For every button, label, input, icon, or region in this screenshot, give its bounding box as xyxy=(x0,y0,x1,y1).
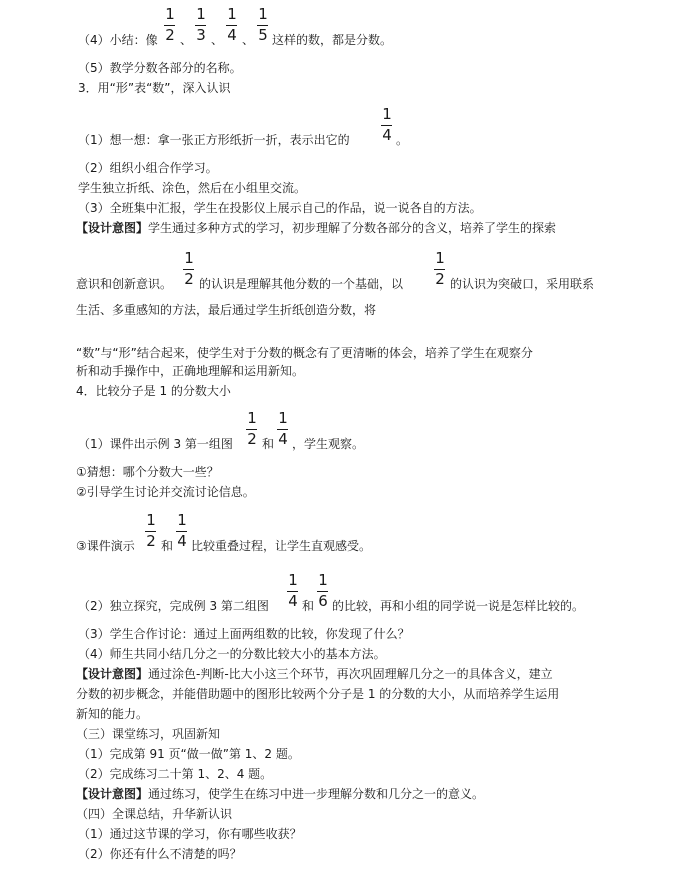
numerator: 1 xyxy=(184,249,194,267)
denominator: 3 xyxy=(196,26,206,44)
denominator: 6 xyxy=(318,592,328,610)
paragraph-line: ，学生观察。 xyxy=(292,437,365,451)
paragraph-line: 通过练习，使学生在练习中进一步理解分数和几分之一的意义。 xyxy=(148,787,485,801)
paragraph-line: ③课件演示 xyxy=(76,539,135,553)
paragraph-line: （4）师生共同小结几分之一的分数比较大小的基本方法。 xyxy=(78,647,386,661)
separator: 、 xyxy=(180,33,193,47)
paragraph-line: ①猜想：哪个分数大一些？ xyxy=(76,465,219,479)
paragraph-line: （5）教学分数各部分的名称。 xyxy=(78,61,242,75)
paragraph-line: 意识和创新意识。 xyxy=(76,277,173,291)
design-intent-tag: 【设计意图】 xyxy=(76,787,149,801)
design-intent-tag: 【设计意图】 xyxy=(76,221,149,235)
paragraph-line: 。 xyxy=(396,133,409,147)
paragraph-line: （2）完成练习二十第 1、2、4 题。 xyxy=(78,767,273,781)
denominator: 2 xyxy=(247,430,257,448)
paragraph-line: 生活、多重感知的方法，最后通过学生折纸创造分数，将 xyxy=(76,303,377,317)
denominator: 2 xyxy=(435,270,445,288)
numerator: 1 xyxy=(318,571,328,589)
numerator: 1 xyxy=(227,5,237,23)
denominator: 4 xyxy=(278,430,288,448)
section-heading: 4．比较分子是 1 的分数大小 xyxy=(76,384,231,398)
paragraph-line: 的比较，再和小组的同学说一说是怎样比较的。 xyxy=(332,599,585,613)
numerator: 1 xyxy=(247,409,257,427)
paragraph-line: （1）完成第 91 页“做一做”第 1、2 题。 xyxy=(78,747,300,761)
paragraph-line: 和 xyxy=(302,599,315,613)
numerator: 1 xyxy=(382,105,392,123)
numerator: 1 xyxy=(288,571,298,589)
paragraph-line: 的认识是理解其他分数的一个基础，以 xyxy=(199,277,404,291)
denominator: 2 xyxy=(165,26,175,44)
separator: 、 xyxy=(242,33,255,47)
numerator: 1 xyxy=(196,5,206,23)
section-heading: （三）课堂练习，巩固新知 xyxy=(76,727,221,741)
section-heading: 3．用“形”表“数”，深入认识 xyxy=(78,81,231,95)
paragraph-line: （1）通过这节课的学习，你有哪些收获？ xyxy=(78,827,302,841)
paragraph-line: 学生独立折纸、涂色，然后在小组里交流。 xyxy=(78,181,307,195)
denominator: 4 xyxy=(177,532,187,550)
denominator: 2 xyxy=(146,532,156,550)
paragraph-line: （2）你还有什么不清楚的吗？ xyxy=(78,847,242,861)
denominator: 4 xyxy=(382,126,392,144)
section-heading: （四）全课总结，升华新认识 xyxy=(76,807,233,821)
paragraph-line: ②引导学生讨论并交流讨论信息。 xyxy=(76,485,255,499)
paragraph-line: （1）想一想：拿一张正方形纸折一折，表示出它的 xyxy=(78,133,350,147)
paragraph-line: （3）全班集中汇报，学生在投影仪上展示自己的作品，说一说各自的方法。 xyxy=(78,201,482,215)
paragraph-line: 和 xyxy=(262,437,275,451)
paragraph-line: 析和动手操作中，正确地理解和运用新知。 xyxy=(76,364,305,378)
paragraph-line: 分数的初步概念，并能借助题中的图形比较两个分子是 1 的分数的大小，从而培养学生运用 xyxy=(76,687,560,701)
summary-prefix: （4）小结：像 xyxy=(78,33,158,47)
paragraph-line: “数”与“形”结合起来，使学生对于分数的概念有了更清晰的体会，培养了学生在观察分 xyxy=(76,346,533,360)
paragraph-line: （3）学生合作讨论：通过上面两组数的比较，你发现了什么？ xyxy=(78,627,410,641)
denominator: 2 xyxy=(184,270,194,288)
numerator: 1 xyxy=(177,511,187,529)
separator: 、 xyxy=(211,33,224,47)
paragraph-line: （2）组织小组合作学习。 xyxy=(78,161,218,175)
paragraph-line: 比较重叠过程，让学生直观感受。 xyxy=(191,539,372,553)
paragraph-line: 的认识为突破口，采用联系 xyxy=(450,277,595,291)
paragraph-line: 学生通过多种方式的学习，初步理解了分数各部分的含义，培养了学生的探索 xyxy=(148,221,557,235)
numerator: 1 xyxy=(165,5,175,23)
denominator: 4 xyxy=(227,26,237,44)
summary-suffix: 这样的数，都是分数。 xyxy=(272,33,393,47)
numerator: 1 xyxy=(258,5,268,23)
numerator: 1 xyxy=(435,249,445,267)
numerator: 1 xyxy=(146,511,156,529)
numerator: 1 xyxy=(278,409,288,427)
denominator: 4 xyxy=(288,592,298,610)
design-intent-tag: 【设计意图】 xyxy=(76,667,149,681)
paragraph-line: （1）课件出示例 3 第一组图 xyxy=(78,437,233,451)
paragraph-line: 新知的能力。 xyxy=(76,707,149,721)
paragraph-line: 通过涂色-判断-比大小这三个环节，再次巩固理解几分之一的具体含义，建立 xyxy=(148,667,553,681)
paragraph-line: （2）独立探究，完成例 3 第二组图 xyxy=(78,599,269,613)
denominator: 5 xyxy=(258,26,268,44)
paragraph-line: 和 xyxy=(161,539,174,553)
